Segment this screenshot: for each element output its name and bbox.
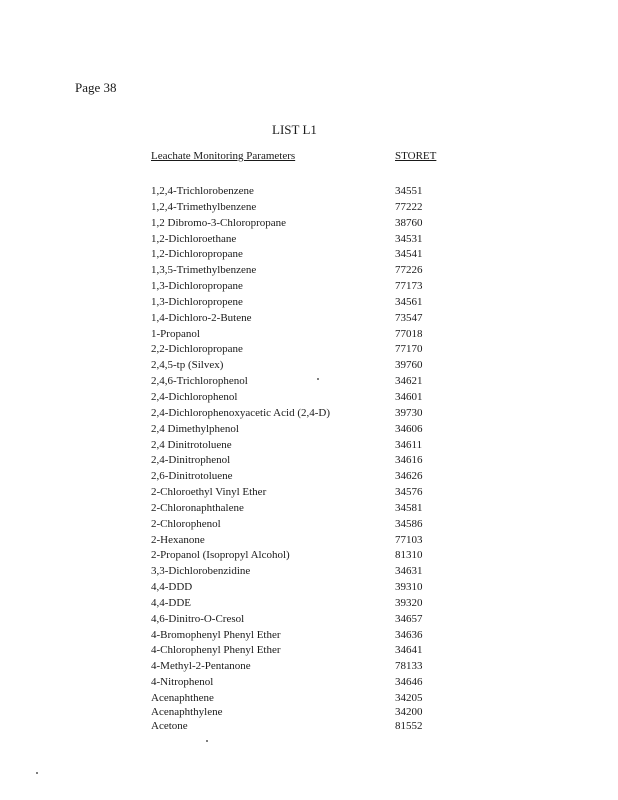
parameter-name: 2-Propanol (Isopropyl Alcohol) [151,549,290,562]
parameter-name: 1,2-Dichloroethane [151,232,237,245]
table-row [151,247,451,263]
scan-speck [317,378,319,380]
parameter-name: 1,2,4-Trimethylbenzene [151,200,257,213]
storet-code: 34200 [395,706,423,718]
storet-code: 77103 [395,533,423,546]
parameter-name: 2,4 Dimethylphenol [151,422,239,435]
storet-column-header: STORET [395,150,437,162]
storet-code: 78133 [395,660,423,673]
parameter-name: 2,4-Dichlorophenol [151,390,238,403]
table-row [151,612,451,628]
storet-code: 81310 [395,549,423,562]
parameter-name: 4-Nitrophenol [151,676,214,689]
parameter-name: 2-Hexanone [151,533,205,546]
table-row [151,311,451,327]
storet-code: 39760 [395,359,423,372]
table-row [151,501,451,517]
storet-code: 34601 [395,390,423,403]
table-row [151,184,451,200]
parameter-column-header: Leachate Monitoring Parameters [151,150,296,162]
storet-code: 34611 [395,438,423,451]
table-row [151,232,451,248]
table-row [151,469,451,485]
parameter-name: Acetone [151,720,188,732]
storet-code: 34641 [395,644,423,657]
table-row [151,517,451,533]
table-row [151,453,451,469]
storet-code: 34205 [395,692,423,704]
storet-code: 34531 [395,232,423,245]
table-row [151,659,451,675]
storet-code: 34581 [395,501,423,514]
table-row [151,533,451,549]
parameter-name: 4-Methyl-2-Pentanone [151,660,251,673]
table-row [151,406,451,422]
scan-speck [36,772,38,774]
table-row [151,691,451,705]
table-row [151,564,451,580]
parameter-name: Acenaphthene [151,692,214,704]
parameter-name: Acenaphthylene [151,706,223,718]
storet-code: 34606 [395,422,423,435]
parameter-name: 4,4-DDE [151,596,192,609]
table-row [151,438,451,454]
table-row [151,643,451,659]
table-row [151,374,451,390]
storet-code: 34586 [395,517,423,530]
storet-code: 77173 [395,280,423,293]
parameter-name: 1,2-Dichloropropane [151,248,243,261]
parameter-name: 4,4-DDD [151,581,193,594]
parameter-name: 3,3-Dichlorobenzidine [151,565,251,578]
table-row [151,628,451,644]
storet-code: 34631 [395,565,423,578]
parameter-name: 2,4-Dinitrophenol [151,454,231,467]
storet-code: 34646 [395,676,423,689]
storet-code: 34621 [395,375,423,388]
table-row [151,596,451,612]
parameter-name: 2-Chlorophenol [151,517,221,530]
storet-code: 39310 [395,581,423,594]
parameter-name: 2-Chloroethyl Vinyl Ether [151,486,267,499]
parameter-table [151,150,451,733]
table-row [151,485,451,501]
parameter-name: 1,3-Dichloropropane [151,280,243,293]
storet-code: 77018 [395,327,423,340]
table-row [151,295,451,311]
parameter-name: 2,4,5-tp (Silvex) [151,359,224,372]
list-title: LIST L1 [272,122,317,137]
parameter-name: 1,3,5-Trimethylbenzene [151,264,257,277]
parameter-name: 2,4,6-Trichlorophenol [151,375,248,388]
storet-code: 38760 [395,216,423,229]
storet-code: 77222 [395,200,423,213]
table-row [151,548,451,564]
table-row [151,327,451,343]
storet-code: 34561 [395,295,423,308]
parameter-name: 1,4-Dichloro-2-Butene [151,311,252,324]
table-row [151,279,451,295]
storet-code: 34551 [395,185,423,197]
table-row [151,200,451,216]
storet-code: 39730 [395,406,423,419]
parameter-name: 4-Bromophenyl Phenyl Ether [151,628,281,641]
parameter-name: 4,6-Dinitro-O-Cresol [151,612,245,625]
parameter-name: 2,4-Dichlorophenoxyacetic Acid (2,4-D) [151,406,330,419]
storet-code: 34626 [395,470,423,483]
table-row [151,216,451,232]
scan-speck [206,740,208,742]
parameter-name: 4-Chlorophenyl Phenyl Ether [151,644,281,657]
parameter-name: 1,2,4-Trichlorobenzene [151,185,254,197]
parameter-name: 2,4 Dinitrotoluene [151,438,232,451]
storet-code: 39320 [395,596,423,609]
parameter-name: 1-Propanol [151,327,200,340]
storet-code: 34616 [395,454,423,467]
table-body [151,184,451,733]
storet-code: 77170 [395,343,423,356]
parameter-name: 1,2 Dibromo-3-Chloropropane [151,216,287,229]
table-row [151,675,451,691]
page-number: Page 38 [75,80,117,95]
table-row [151,719,451,733]
storet-code: 34636 [395,628,423,641]
parameter-name: 2-Chloronaphthalene [151,501,244,514]
table-row [151,263,451,279]
storet-code: 34541 [395,248,423,261]
table-row [151,342,451,358]
parameter-name: 1,3-Dichloropropene [151,295,243,308]
table-row [151,705,451,719]
table-header-row [151,150,451,164]
storet-code: 81552 [395,720,423,732]
parameter-name: 2,2-Dichloropropane [151,343,243,356]
storet-code: 34657 [395,612,423,625]
storet-code: 73547 [395,311,423,324]
parameter-name: 2,6-Dinitrotoluene [151,470,233,483]
table-row [151,358,451,374]
table-row [151,390,451,406]
table-row [151,580,451,596]
storet-code: 77226 [395,264,423,277]
storet-code: 34576 [395,486,423,499]
table-row [151,422,451,438]
